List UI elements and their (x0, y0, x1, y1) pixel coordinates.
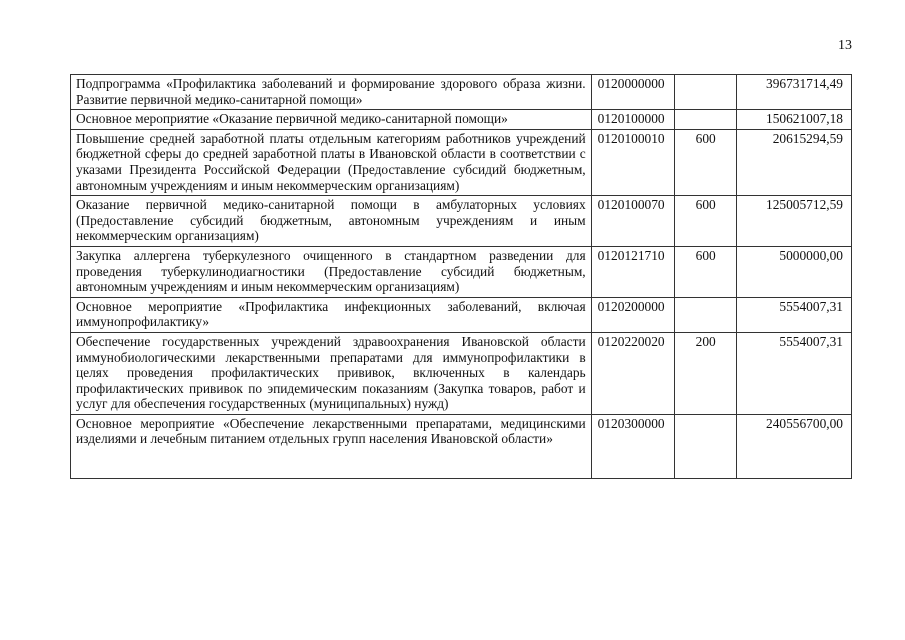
target-code: 0120100010 (591, 129, 674, 195)
table-row (71, 196, 852, 247)
expense-type: 600 (674, 129, 736, 195)
expense-type (674, 75, 736, 110)
item-name: Подпрограмма «Профилактика заболеваний и формирование здорового образа жизни. Развитие первичной медико-санитарной помощи» (71, 75, 592, 110)
target-code: 0120000000 (591, 75, 674, 110)
amount: 5554007,31 (737, 332, 852, 414)
expense-type: 600 (674, 196, 736, 247)
item-name: Основное мероприятие «Обеспечение лекарственными препаратами, медицинскими изделиями и лечебным питанием отдельных групп населения Ивановской области» (71, 414, 592, 478)
expense-type (674, 297, 736, 332)
table-row (71, 414, 852, 478)
target-code: 0120121710 (591, 246, 674, 297)
expense-type (674, 414, 736, 478)
budget-table (70, 74, 852, 479)
table-row (71, 129, 852, 195)
amount: 150621007,18 (737, 110, 852, 130)
item-name: Оказание первичной медико-санитарной помощи в амбулаторных условиях (Предоставление субсидий бюджетным, автономным учреждениям и иным некоммерческим организациям) (71, 196, 592, 247)
target-code: 0120200000 (591, 297, 674, 332)
amount: 396731714,49 (737, 75, 852, 110)
target-code: 0120220020 (591, 332, 674, 414)
table-row (71, 110, 852, 130)
amount: 125005712,59 (737, 196, 852, 247)
amount: 20615294,59 (737, 129, 852, 195)
item-name: Основное мероприятие «Оказание первичной медико-санитарной помощи» (71, 110, 592, 130)
item-name: Обеспечение государственных учреждений здравоохранения Ивановской области иммунобиологическими лекарственными препаратами для иммунопрофилактики в целях проведения профилактических прививок, включенных в календарь профилактических прививок по эпидемическим показаниям (Закупка товаров, работ и услуг для обеспечения государственных (муниципальных) нужд) (71, 332, 592, 414)
amount: 5000000,00 (737, 246, 852, 297)
target-code: 0120100070 (591, 196, 674, 247)
table-row (71, 75, 852, 110)
table-row (71, 297, 852, 332)
table-row (71, 246, 852, 297)
expense-type: 200 (674, 332, 736, 414)
amount: 240556700,00 (737, 414, 852, 478)
item-name: Основное мероприятие «Профилактика инфекционных заболеваний, включая иммунопрофилактику» (71, 297, 592, 332)
expense-type (674, 110, 736, 130)
expense-type: 600 (674, 246, 736, 297)
item-name: Закупка аллергена туберкулезного очищенного в стандартном разведении для проведения туберкулинодиагностики (Предоставление субсидий бюджетным, автономным учреждениям и иным некоммерческим организациям) (71, 246, 592, 297)
page-number: 13 (838, 38, 852, 53)
target-code: 0120300000 (591, 414, 674, 478)
target-code: 0120100000 (591, 110, 674, 130)
item-name: Повышение средней заработной платы отдельным категориям работников учреждений бюджетной сферы до средней заработной платы в Ивановской области в соответствии с указами Президента Российской Федерации (Предоставление субсидий бюджетным, автономным учреждениям и иным некоммерческим организациям) (71, 129, 592, 195)
amount: 5554007,31 (737, 297, 852, 332)
table-row (71, 332, 852, 414)
